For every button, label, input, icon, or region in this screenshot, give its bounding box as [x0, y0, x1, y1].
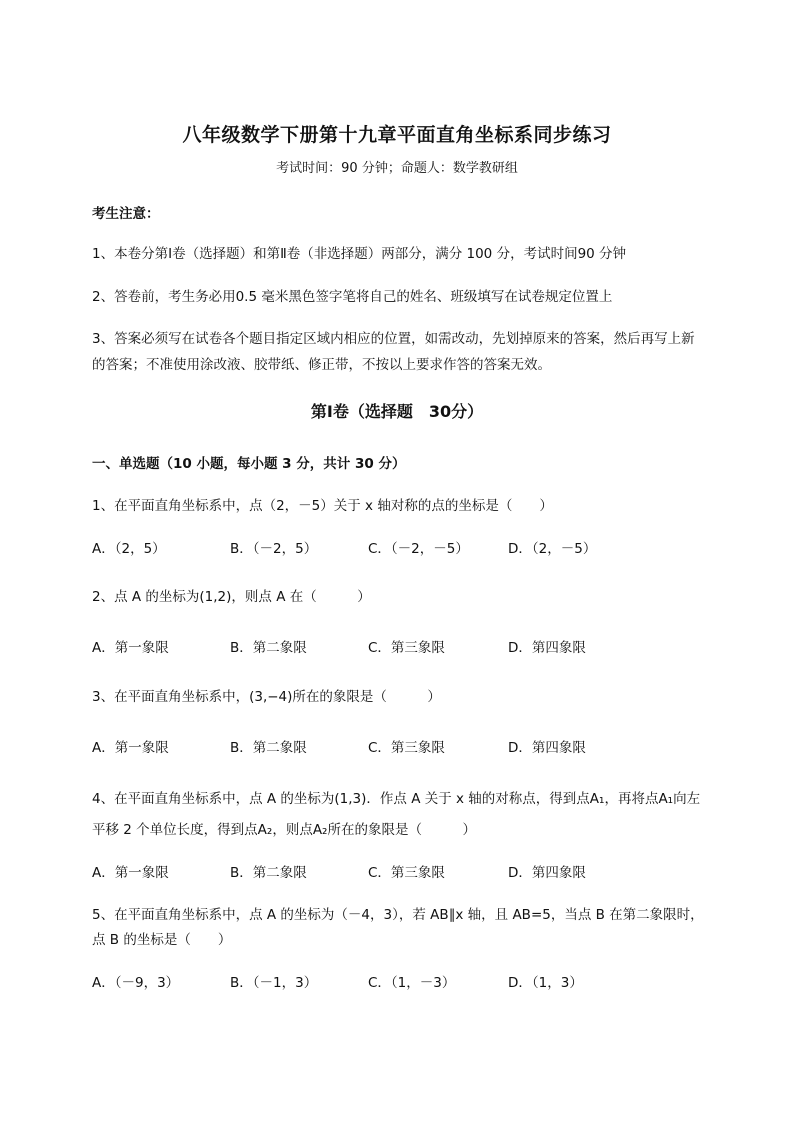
page-title: 八年级数学下册第十九章平面直角坐标系同步练习: [182, 124, 612, 146]
notice-item-3-cont: 的答案；不准使用涂改液、胶带纸、修正带，不按以上要求作答的答案无效。: [92, 357, 551, 373]
notice-heading: 考生注意：: [92, 206, 160, 222]
question-4-stem-line1: 4、在平面直角坐标系中，点 A 的坐标为(1,3)．作点 A 关于 x 轴的对称点，得到点A₁，再将点A₁向左: [92, 791, 701, 807]
question-3-stem: 3、在平面直角坐标系中，(3,−4)所在的象限是（ ）: [92, 689, 441, 705]
question-4-stem-line2: 平移 2 个单位长度，得到点A₂，则点A₂所在的象限是（ ）: [92, 822, 476, 838]
notice-item-1: 1、本卷分第Ⅰ卷（选择题）和第Ⅱ卷（非选择题）两部分，满分 100 分，考试时间90 分钟: [92, 246, 627, 262]
question-5-option-b[interactable]: B．（－1，3）: [230, 975, 318, 991]
notice-item-3: 3、答案必须写在试卷各个题目指定区域内相应的位置，如需改动，先划掉原来的答案，然后再写上新: [92, 331, 695, 347]
question-4-option-c[interactable]: C．第三象限: [368, 865, 445, 881]
question-2-option-a[interactable]: A．第一象限: [92, 640, 169, 656]
question-4-option-d[interactable]: D．第四象限: [508, 865, 586, 881]
question-3-option-c[interactable]: C．第三象限: [368, 740, 445, 756]
question-5-stem-line1: 5、在平面直角坐标系中，点 A 的坐标为（－4，3），若 AB∥x 轴，且 AB=5，当点 B 在第二象限时，: [92, 907, 704, 923]
question-4-option-a[interactable]: A．第一象限: [92, 865, 169, 881]
question-1-option-a[interactable]: A．（2，5）: [92, 541, 166, 557]
question-1-option-c[interactable]: C．（－2，－5）: [368, 541, 469, 557]
question-1-stem: 1、在平面直角坐标系中，点（2，－5）关于 x 轴对称的点的坐标是（ ）: [92, 498, 553, 514]
question-3-option-a[interactable]: A．第一象限: [92, 740, 169, 756]
question-1-option-b[interactable]: B．（－2，5）: [230, 541, 318, 557]
question-2-option-c[interactable]: C．第三象限: [368, 640, 445, 656]
question-3-option-b[interactable]: B．第二象限: [230, 740, 307, 756]
part-heading: 一、单选题（10 小题，每小题 3 分，共计 30 分）: [92, 456, 406, 472]
question-2-stem: 2、点 A 的坐标为(1,2)，则点 A 在（ ）: [92, 589, 371, 605]
question-3-option-d[interactable]: D．第四象限: [508, 740, 586, 756]
exam-info: 考试时间：90 分钟；命题人：数学教研组: [276, 161, 518, 176]
section-title: 第Ⅰ卷（选择题 30分）: [310, 402, 484, 421]
question-2-option-d[interactable]: D．第四象限: [508, 640, 586, 656]
question-5-option-d[interactable]: D．（1，3）: [508, 975, 583, 991]
question-4-option-b[interactable]: B．第二象限: [230, 865, 307, 881]
question-1-option-d[interactable]: D．（2，－5）: [508, 541, 597, 557]
notice-item-2: 2、答卷前，考生务必用0.5 毫米黑色签字笔将自己的姓名、班级填写在试卷规定位置上: [92, 289, 613, 305]
question-5-option-a[interactable]: A．（－9，3）: [92, 975, 180, 991]
question-2-option-b[interactable]: B．第二象限: [230, 640, 307, 656]
question-5-option-c[interactable]: C．（1，－3）: [368, 975, 456, 991]
question-5-stem-line2: 点 B 的坐标是（ ）: [92, 932, 232, 948]
